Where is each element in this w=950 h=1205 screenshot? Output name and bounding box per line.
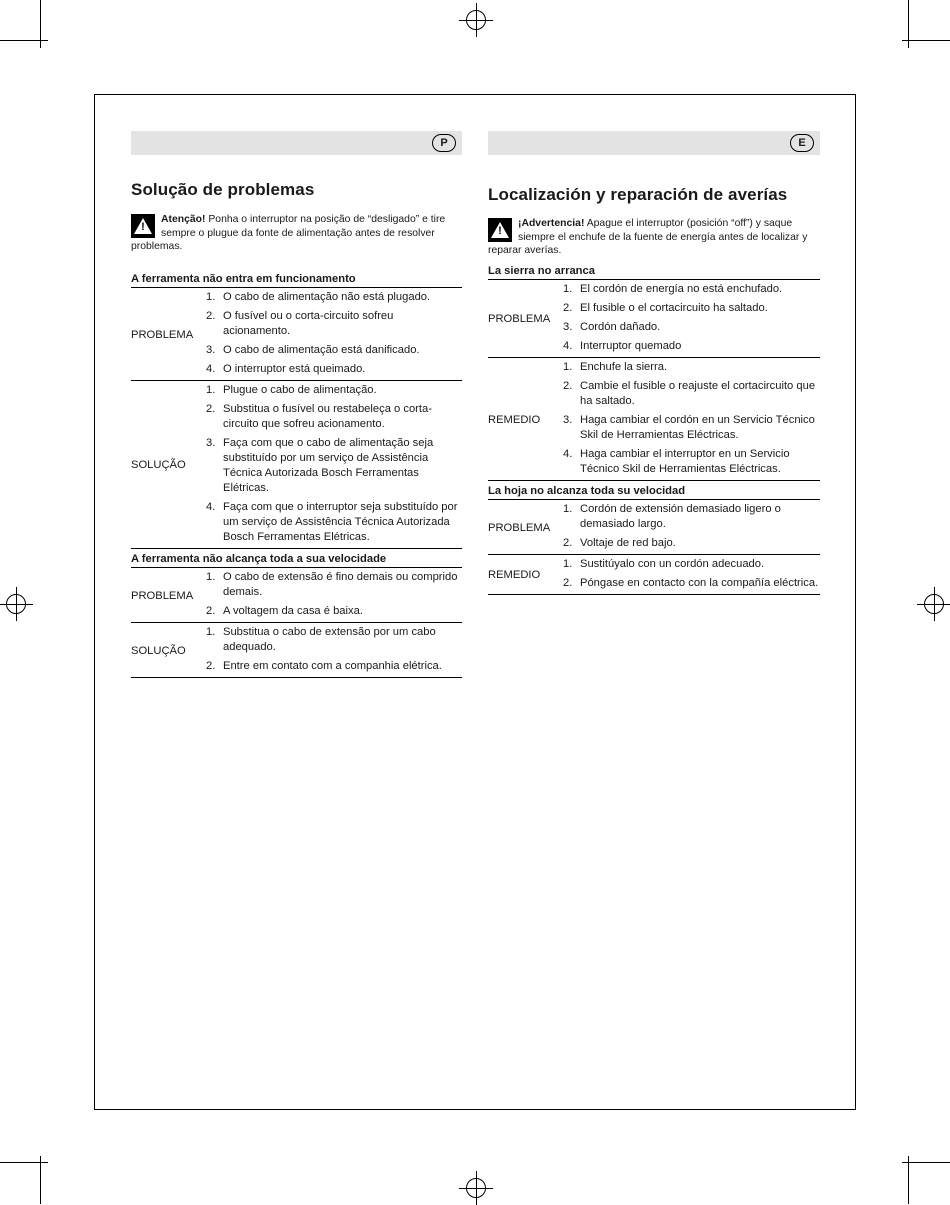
item-text: A voltagem da casa é baixa. (223, 605, 363, 617)
warning-label: Atenção! (161, 214, 206, 225)
list-item (206, 436, 462, 496)
list-item (206, 383, 462, 398)
row-items (206, 288, 462, 380)
crop-mark (0, 1162, 48, 1163)
item-number: 1. (206, 571, 216, 583)
item-number: 1. (206, 291, 216, 303)
registration-mark (466, 1178, 486, 1198)
row-label: PROBLEMA (131, 589, 194, 602)
trouble-section-title: La sierra no arranca (488, 265, 820, 280)
crop-mark (902, 40, 950, 41)
item-text: Faça com que o interruptor seja substituído por um serviço de Assistência Técnica Autorizada Bosch Ferramentas Elétricas. (223, 501, 458, 543)
row-items (563, 358, 820, 480)
warning-icon: ! (131, 214, 155, 238)
row-label: SOLUÇÃO (131, 459, 186, 471)
trouble-section-title: A ferramenta não alcança toda a sua velocidade (131, 553, 462, 568)
item-text: Interruptor quemado (580, 340, 682, 352)
trouble-section (488, 485, 820, 595)
crop-mark (902, 1162, 950, 1163)
warning-text: Apague el interruptor (posición “off”) y saque siempre el enchufe de la fuente de energía antes de localizar y reparar averías. (488, 218, 808, 256)
item-number: 2. (206, 605, 216, 617)
row-label: PROBLEMA (488, 313, 551, 325)
troubleshooting-tables (131, 273, 462, 678)
item-number: 1. (206, 626, 216, 638)
trouble-section (488, 265, 820, 481)
item-text: El cordón de energía no está enchufado. (580, 283, 783, 295)
list-item (563, 576, 820, 591)
list-item (563, 536, 820, 551)
list-item (206, 570, 462, 600)
language-badge: P (432, 134, 456, 152)
item-text: Haga cambiar el interruptor en un Servicio Técnico Skil de Herramientas Eléctricas. (580, 448, 790, 475)
row-label: PROBLEMA (488, 521, 551, 534)
item-number: 4. (563, 448, 573, 460)
list-item (206, 604, 462, 619)
trouble-row (488, 555, 820, 595)
trouble-section-title: La hoja no alcanza toda su velocidad (488, 485, 820, 500)
item-number: 2. (563, 380, 573, 392)
item-text: O fusível ou o corta-circuito sofreu acionamento. (223, 310, 394, 337)
list-item (206, 309, 462, 339)
item-number: 1. (563, 503, 573, 515)
list-item (563, 413, 820, 443)
item-number: 3. (563, 321, 573, 333)
trouble-row (488, 358, 820, 481)
crop-mark (40, 1156, 41, 1204)
spanish-column (488, 131, 820, 589)
list-item (206, 402, 462, 432)
item-number: 2. (563, 302, 573, 314)
trouble-row (131, 623, 462, 678)
row-label: REMEDIO (488, 413, 541, 426)
warning-label: ¡Advertencia! (518, 218, 585, 229)
item-number: 2. (206, 660, 216, 672)
item-text: Cordón de extensión demasiado ligero o demasiado largo. (580, 503, 781, 530)
row-label: REMEDIO (488, 569, 541, 581)
item-number: 3. (206, 344, 216, 356)
row-label: SOLUÇÃO (131, 644, 186, 657)
item-text: Substitua o cabo de extensão por um cabo adequado. (223, 626, 436, 653)
trouble-section (131, 273, 462, 549)
crop-mark (908, 1156, 909, 1204)
item-number: 4. (563, 340, 573, 352)
item-number: 1. (206, 384, 216, 396)
row-items (206, 623, 462, 677)
section-heading: Solução de problemas (131, 180, 315, 199)
trouble-row (488, 500, 820, 555)
warning-note (131, 213, 462, 254)
item-number: 4. (206, 501, 216, 513)
list-item (206, 500, 462, 545)
item-text: O cabo de alimentação está danificado. (223, 344, 420, 356)
trouble-section-title: A ferramenta não entra em funcionamento (131, 273, 462, 288)
item-number: 2. (563, 537, 573, 549)
item-text: Plugue o cabo de alimentação. (223, 384, 377, 396)
item-text: Faça com que o cabo de alimentação seja substituído por um serviço de Assistência Técnica Autorizada Bosch Ferramentas Elétricas. (223, 437, 434, 494)
item-number: 1. (563, 283, 573, 295)
item-number: 3. (563, 414, 573, 426)
language-badge: E (790, 134, 814, 152)
warning-note (488, 217, 820, 258)
warning-text: Ponha o interruptor na posição de “desligado” e tire sempre o plugue da fonte de alimentação antes de resolver problemas. (131, 214, 446, 252)
trouble-row (131, 568, 462, 623)
list-item (563, 502, 820, 532)
section-heading: Localización y reparación de averías (488, 185, 788, 204)
portuguese-column (131, 131, 462, 672)
item-number: 2. (206, 403, 216, 415)
warning-icon: ! (488, 218, 512, 242)
row-items (206, 381, 462, 548)
item-text: Cordón dañado. (580, 321, 661, 333)
list-item (563, 447, 820, 477)
item-number: 2. (206, 310, 216, 322)
item-text: O cabo de alimentação não está plugado. (223, 291, 431, 303)
list-item (563, 379, 820, 409)
troubleshooting-tables (488, 265, 820, 595)
item-text: Sustitúyalo con un cordón adecuado. (580, 558, 765, 570)
list-item (563, 320, 820, 335)
row-items (563, 280, 820, 357)
registration-mark (466, 10, 486, 30)
item-text: Póngase en contacto con la compañía eléctrica. (580, 577, 819, 589)
list-item (563, 282, 820, 297)
language-bar (131, 131, 462, 155)
list-item (206, 290, 462, 305)
item-number: 4. (206, 363, 216, 375)
trouble-section (131, 553, 462, 678)
item-text: Entre em contato com a companhia elétrica. (223, 660, 442, 672)
row-items (563, 555, 820, 594)
language-bar (488, 131, 820, 155)
list-item (206, 362, 462, 377)
trouble-row (131, 381, 462, 549)
registration-mark (6, 594, 26, 614)
list-item (563, 557, 820, 572)
item-number: 3. (206, 437, 216, 449)
item-text: Cambie el fusible o reajuste el cortacircuito que ha saltado. (580, 380, 816, 407)
registration-mark (924, 594, 944, 614)
list-item (563, 301, 820, 316)
item-number: 2. (563, 577, 573, 589)
item-text: Voltaje de red bajo. (580, 537, 676, 549)
item-text: O cabo de extensão é fino demais ou comprido demais. (223, 571, 458, 598)
row-items (563, 500, 820, 554)
list-item (563, 339, 820, 354)
item-text: Substitua o fusível ou restabeleça o corta-circuito que sofreu acionamento. (223, 403, 432, 430)
trouble-row (131, 288, 462, 381)
trouble-row (488, 280, 820, 358)
list-item (206, 625, 462, 655)
list-item (563, 360, 820, 375)
item-text: O interruptor está queimado. (223, 363, 366, 375)
item-text: Enchufe la sierra. (580, 361, 668, 373)
list-item (206, 343, 462, 358)
item-number: 1. (563, 558, 573, 570)
list-item (206, 659, 462, 674)
row-label: PROBLEMA (131, 328, 194, 341)
item-text: Haga cambiar el cordón en un Servicio Técnico Skil de Herramientas Eléctricas. (580, 414, 815, 441)
crop-mark (0, 40, 48, 41)
item-number: 1. (563, 361, 573, 373)
item-text: El fusible o el cortacircuito ha saltado. (580, 302, 768, 314)
row-items (206, 568, 462, 622)
